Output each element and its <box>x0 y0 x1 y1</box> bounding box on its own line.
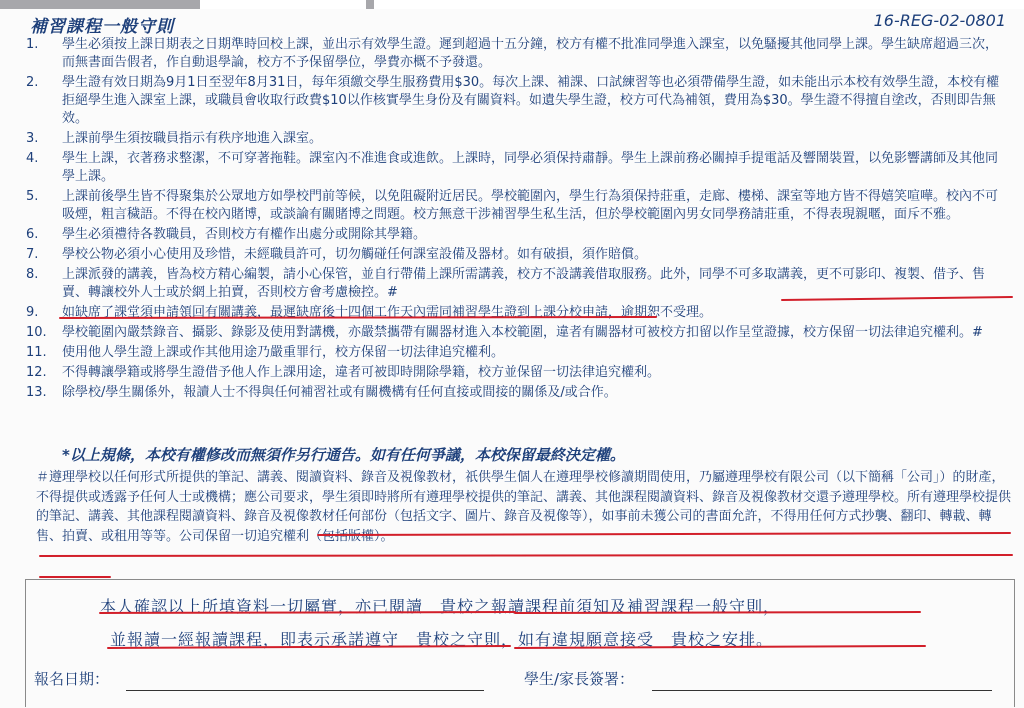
rule-text: 學生證有效日期為9月1日至翌年8月31日，每年須繳交學生服務費用$30。每次上課、補課、口試練習等也必須帶備學生證，如未能出示本校有效學生證，本校有權拒絕學生進入課室上課，或職員會收取行政費$10以作核實學生身份及有關資料。如遺失學生證，校方可代為補領，費用為$30。學生證不得擅自塗改，否則即告無效。 <box>62 75 1000 126</box>
rule-text: 除學校/學生關係外，報讀人士不得與任何補習社或有關機構有任何直接或間接的關係及/或合作。 <box>62 385 617 400</box>
rule-text: 上課派發的講義，皆為校方精心編製，請小心保管，並自行帶備上課所需講義，校方不設講義借取服務。此外，同學不可多取講義，更不可影印、複製、借予、售賣、轉讓校外人士或於網上拍賣，否則校方會考慮檢控。# <box>62 267 986 300</box>
rule-item-13 <box>0 384 1024 402</box>
rule-number: 10. <box>26 325 47 340</box>
rule-text: 學生必須按上課日期表之日期準時回校上課，並出示有效學生證。遲到超過十五分鐘，校方有權不批准同學進入課室，以免騷擾其他同學上課。學生缺席超過三次，而無書面告假者，作自動退學論，校方不予保留學位，學費亦概不予發還。 <box>62 37 999 70</box>
rule-number: 3. <box>26 131 39 146</box>
signature-label: 學生/家長簽署： <box>524 670 635 688</box>
rule-text: 使用他人學生證上課或作其他用途乃嚴重罪行，校方保留一切法律追究權利。 <box>62 345 505 360</box>
rule-text: 上課前學生須按職員指示有秩序地進入課室。 <box>62 131 323 146</box>
rule-number: 6. <box>26 227 39 242</box>
copyright-notice: ＃遵理學校以任何形式所提供的筆記、講義、閱讀資料、錄音及視像教材，祇供學生個人在遵理學校修讀期間使用，乃屬遵理學校有限公司（以下簡稱「公司」）的財產，不得提供或透露予任何人士或機構；應公司要求，學生須即時將所有遵理學校提供的筆記、講義、其他課程閱讀資料、錄音及視像教材交還予遵理學校。所有遵理學校提供的筆記、講義、其他課程閱讀資料、錄音及視像教材任何部份（包括文字、圖片、錄音及視像等），如事前未獲公司的書面允許，不得用任何方式抄襲、翻印、轉載、轉售、拍賣、或租用等等。公司保留一切追究權利（包括版權）。 <box>36 470 1012 544</box>
enrol-date-field[interactable] <box>126 690 484 691</box>
rule-number: 13. <box>26 385 47 400</box>
rule-item-4 <box>0 150 1024 186</box>
rule-text: 如缺席了課堂須申請領回有關講義，最遲缺席後十四個工作天內需同補習學生證到上課分校申請，逾期恕不受理。 <box>62 305 713 320</box>
rule-text: 學生上課，衣著務求整潔，不可穿著拖鞋。課室內不准進食或進飲。上課時，同學必須保持肅靜。學生上課前務必關掉手提電話及響鬧裝置，以免影響講師及其他同學上課。 <box>62 151 999 184</box>
red-underline-copyright-b <box>40 555 1012 556</box>
confirmation-line-2: 並報讀一經報讀課程，即表示承諾遵守 貴校之守則，如有違規願意接受 貴校之安排。 <box>110 630 774 649</box>
rule-item-11 <box>0 344 1024 362</box>
signature-field[interactable] <box>652 690 992 691</box>
rule-item-1 <box>0 36 1024 72</box>
rule-number: 4. <box>26 151 39 166</box>
document-header <box>0 10 1024 37</box>
rule-number: 1. <box>26 37 39 52</box>
rule-item-3 <box>0 130 1024 148</box>
top-scan-bar <box>0 0 1024 9</box>
rule-item-12 <box>0 364 1024 382</box>
rule-number: 5. <box>26 189 39 204</box>
rule-number: 9. <box>26 305 39 320</box>
rule-item-8 <box>0 266 1024 302</box>
confirmation-line-1: 本人確認以上所填資料一切屬實，亦已閱讀 貴校之報讀課程前須知及補習課程一般守則， <box>100 597 781 616</box>
enrol-date-label: 報名日期： <box>34 670 110 688</box>
rule-text: 不得轉讓學籍或將學生證借予他人作上課用途，違者可被即時開除學籍，校方並保留一切法律追究權利。 <box>62 365 661 380</box>
rule-item-7 <box>0 246 1024 264</box>
rule-text: 學校公物必須小心使用及珍惜，未經職員許可，切勿觸碰任何課室設備及器材。如有破損，須作賠償。 <box>62 247 648 262</box>
rule-text: 學生必須禮待各教職員，否則校方有權作出處分或開除其學籍。 <box>62 227 427 242</box>
document-code: 16-REG-02-0801 <box>873 11 1006 30</box>
rule-item-2 <box>0 74 1024 128</box>
rule-text: 學校範圍內嚴禁錄音、攝影、錄影及使用對講機，亦嚴禁攜帶有關器材進入本校範圍，違者有關器材可被校方扣留以作呈堂證據，校方保留一切法律追究權利。# <box>62 325 983 340</box>
rule-text: 上課前後學生皆不得聚集於公眾地方如學校門前等候，以免阻礙附近居民。學校範圍內，學生行為須保持莊重，走廊、樓梯、課室等地方皆不得嬉笑喧嘩。校內不可吸煙，粗言穢語。不得在校內賭博，或談論有關賭博之問題。校方無意干涉補習學生私生活，但於學校範圍內男女同學務請莊重，不得表現親暱，面斥不雅。 <box>62 189 999 222</box>
amendment-declaration: *以上規條，本校有權修改而無須作另行通告。如有任何爭議，本校保留最終決定權。 <box>62 446 625 464</box>
rule-item-5 <box>0 188 1024 224</box>
rule-number: 8. <box>26 267 39 282</box>
top-bar-segment <box>200 0 366 9</box>
top-bar-segment <box>374 0 1024 9</box>
rule-item-9 <box>0 304 1024 322</box>
rule-number: 11. <box>26 345 47 360</box>
rule-number: 2. <box>26 75 39 90</box>
page-title: 補習課程一般守則 <box>30 17 174 37</box>
rules-list <box>0 36 1024 404</box>
rule-number: 12. <box>26 365 47 380</box>
rule-item-10 <box>0 324 1024 342</box>
rule-number: 7. <box>26 247 39 262</box>
rule-item-6 <box>0 226 1024 244</box>
